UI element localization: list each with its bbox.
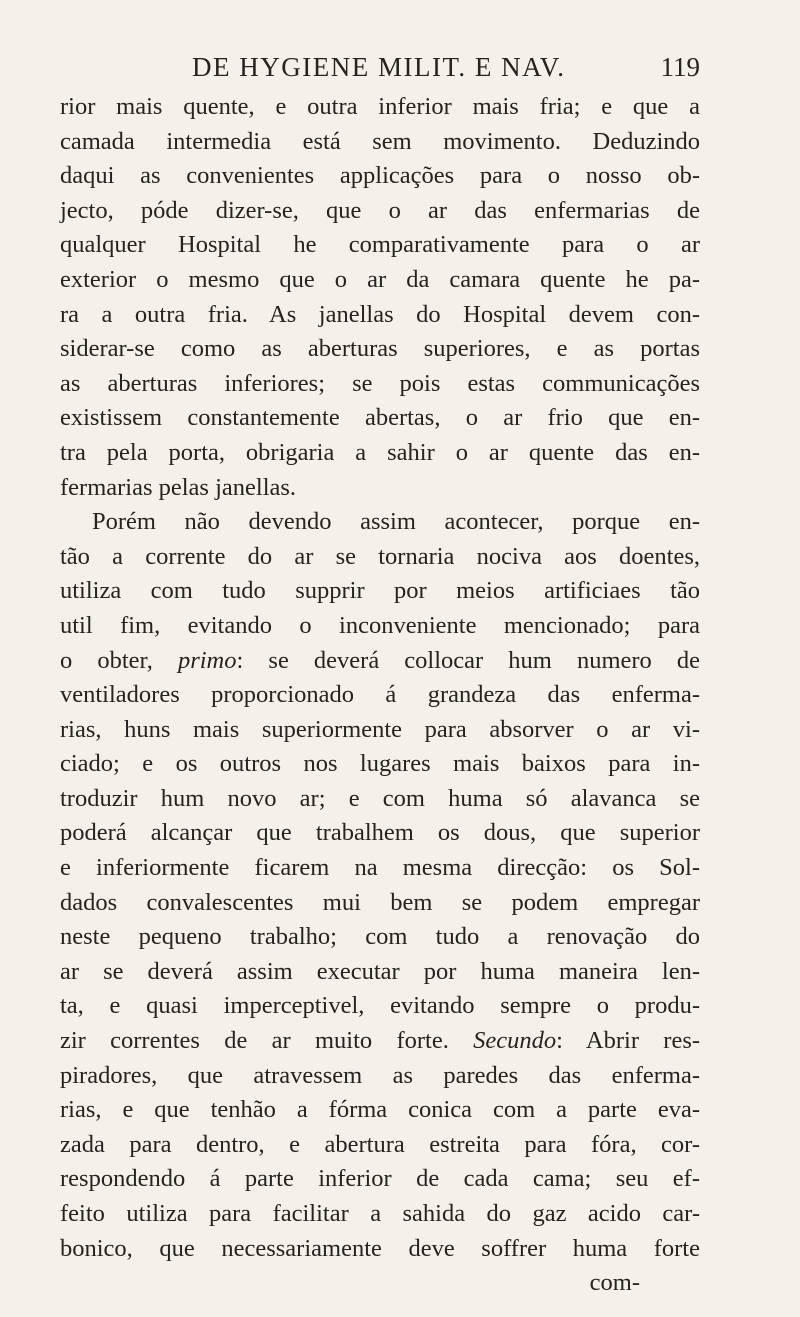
text-line: piradores, que atravessem as paredes das enferma- (60, 1061, 700, 1089)
text-line: rias, e que tenhão a fórma conica com a parte eva- (60, 1096, 700, 1124)
paragraph-start-line: Porém não devendo assim acontecer, porque en- (92, 508, 700, 536)
text-line: ar se deverá assim executar por huma maneira len- (60, 957, 700, 985)
text-line: feito utiliza para facilitar a sahida do gaz acido car- (60, 1200, 700, 1227)
text-line: util fim, evitando o inconveniente mencionado; para (60, 611, 700, 639)
text-line: existissem constantemente abertas, o ar frio que en- (60, 404, 700, 432)
text-line: neste pequeno trabalho; com tudo a renovação do (60, 923, 700, 951)
text-line: siderar-se como as aberturas superiores, e as portas (60, 335, 700, 363)
text-line: zada para dentro, e abertura estreita para fóra, cor- (60, 1130, 700, 1158)
italic-term-primo: primo (177, 646, 237, 674)
text-run: : se deverá collocar hum numero de (236, 646, 701, 674)
text-line: jecto, póde dizer-se, que o ar das enfermarias de (60, 196, 700, 224)
text-line: tão a corrente do ar se tornaria nociva aos doentes, (60, 542, 700, 570)
text-line: exterior o mesmo que o ar da camara quente he pa- (60, 265, 700, 293)
text-run: : Abrir res- (556, 1027, 701, 1055)
text-line: as aberturas inferiores; se pois estas communicações (60, 369, 700, 397)
italic-term-secundo: Secundo (473, 1027, 557, 1055)
text-line: e inferiormente ficarem na mesma direcção: os Sol- (60, 854, 700, 882)
text-line: utiliza com tudo supprir por meios artificiaes tão (60, 577, 700, 605)
text-line: ta, e quasi imperceptivel, evitando sempre o produ- (60, 992, 700, 1020)
text-line: tra pela porta, obrigaria a sahir o ar quente das en- (60, 438, 700, 466)
text-line: ra a outra fria. As janellas do Hospital devem con- (60, 300, 700, 328)
text-line (60, 644, 700, 679)
catchword: com- (589, 1269, 640, 1297)
text-line: qualquer Hospital he comparativamente para o ar (60, 231, 700, 259)
text-run: zir correntes de ar muito forte. (60, 1027, 449, 1055)
body-text (60, 90, 700, 1301)
text-line: troduzir hum novo ar; e com huma só alavanca se (60, 784, 700, 812)
text-line: ventiladores proporcionado á grandeza das enferma- (60, 681, 700, 709)
paragraph-end-line: fermarias pelas janellas. (60, 473, 297, 501)
text-line: ciado; e os outros nos lugares mais baixos para in- (60, 750, 700, 778)
text-line: bonico, que necessariamente deve soffrer huma forte (60, 1234, 700, 1262)
text-line: respondendo á parte inferior de cada cama; seu ef- (60, 1165, 700, 1193)
text-line: rior mais quente, e outra inferior mais fria; e que a (60, 93, 700, 120)
text-line: daqui as convenientes applicações para o nosso ob- (60, 162, 700, 190)
page-number: 119 (660, 52, 700, 82)
text-line: dados convalescentes mui bem se podem empregar (60, 888, 700, 916)
text-line (60, 1024, 700, 1059)
text-line: poderá alcançar que trabalhem os dous, que superior (60, 819, 700, 847)
text-line: rias, huns mais superiormente para absorver o ar vi- (60, 715, 700, 743)
text-run: o obter, (60, 646, 153, 674)
page-header (60, 52, 700, 92)
text-line: camada intermedia está sem movimento. Deduzindo (60, 127, 700, 155)
running-head: DE HYGIENE MILIT. E NAV. (192, 52, 566, 82)
